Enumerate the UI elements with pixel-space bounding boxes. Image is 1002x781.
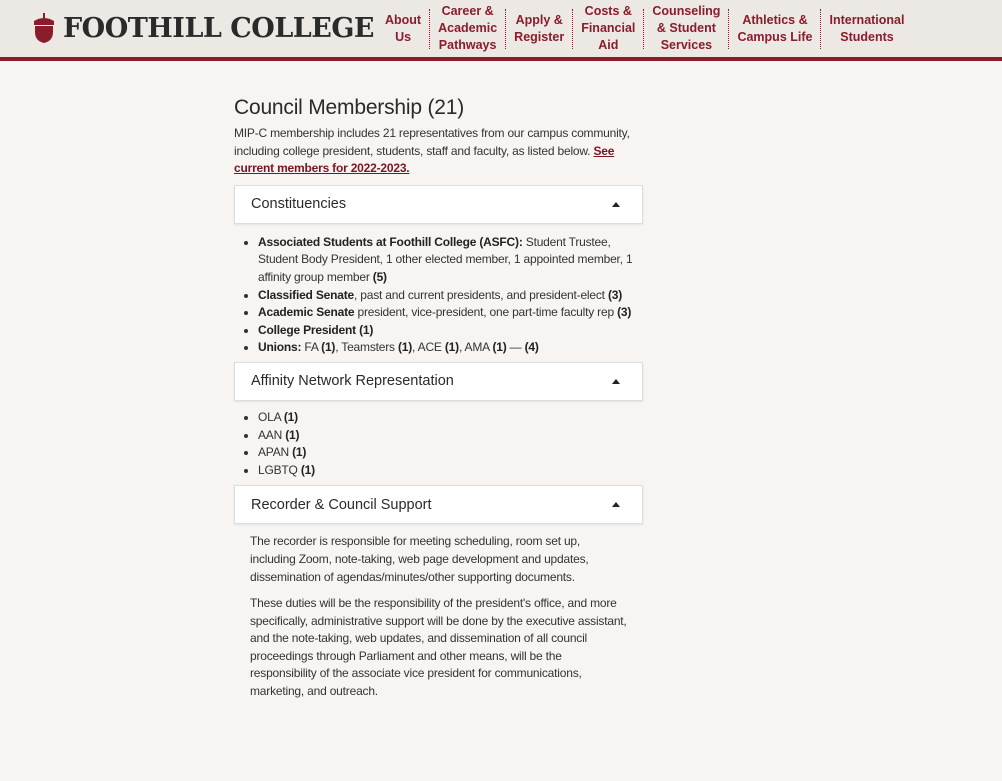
accordion-header-constituencies[interactable] xyxy=(234,185,643,224)
nav-about-us[interactable]: About Us xyxy=(385,12,422,44)
item-text: APAN xyxy=(258,445,293,460)
accordion-title: Affinity Network Representation xyxy=(251,373,454,390)
list-item xyxy=(258,287,643,305)
caret-up-icon xyxy=(612,379,620,384)
item-label: Unions: xyxy=(258,340,302,355)
paragraph: These duties will be the responsibility of the president's office, and more specifically, administrative support will be done by the executive assistant, and the note-taking, web updates, and dissemination of all council proceedings through Parliament and other means, will be the responsibility of the associate vice president for communications, marketing, and outreach. xyxy=(250,596,627,699)
item-label: Academic Senate xyxy=(258,305,355,320)
item-count: (4) xyxy=(524,340,539,355)
item-count: (1) xyxy=(300,462,315,477)
item-text: , ACE xyxy=(412,340,445,355)
item-label: Associated Students at Foothill College (ASFC): xyxy=(258,234,523,249)
item-count: (1) xyxy=(285,427,300,442)
list-item xyxy=(258,304,643,322)
nav-athletics-campus-life[interactable]: Athletics & Campus Life xyxy=(728,9,820,49)
item-count: (5) xyxy=(372,269,387,284)
recorder-support-body xyxy=(234,524,643,700)
item-text: — xyxy=(506,340,525,355)
list-item xyxy=(258,322,643,340)
list-item xyxy=(258,339,643,357)
item-text: , Teamsters xyxy=(335,340,398,355)
item-text: Student Trustee, Student Body President, 1 other elected member, 1 appointed member, 1 affinity group member xyxy=(258,234,633,284)
accordion-constituencies xyxy=(234,185,643,357)
accordion-header-affinity-network[interactable] xyxy=(234,362,643,401)
nav-career-academic-pathways[interactable]: Career & Academic Pathways xyxy=(429,9,505,49)
paragraph: The recorder is responsible for meeting scheduling, room set up, including Zoom, note-taking, web page development and updates, dissemination of agendas/minutes/other supporting documents. xyxy=(250,534,589,584)
acorn-icon xyxy=(33,12,55,44)
item-count: (3) xyxy=(607,287,623,302)
main-content xyxy=(234,96,643,701)
intro-text: MIP-C membership includes 21 representatives from our campus community, including college president, students, staff and faculty, as listed below. xyxy=(234,126,630,158)
list-item xyxy=(258,462,643,480)
item-text: , AMA xyxy=(458,340,493,355)
accordion-affinity-network xyxy=(234,362,643,479)
item-text: FA xyxy=(301,340,322,355)
affinity-network-list xyxy=(234,409,643,479)
accordion-title: Constituencies xyxy=(251,196,347,213)
list-item xyxy=(258,444,643,462)
item-label: Classified Senate xyxy=(258,287,354,302)
item-count: (1) xyxy=(397,340,413,355)
item-text: president, vice-president, one part-time faculty rep xyxy=(354,305,618,320)
nav-apply-register[interactable]: Apply & Register xyxy=(505,9,572,49)
college-logo[interactable] xyxy=(33,11,374,45)
nav-international-students[interactable]: International Students xyxy=(820,9,912,49)
nav-costs-financial-aid[interactable]: Costs & Financial Aid xyxy=(572,9,643,49)
item-count: (1) xyxy=(444,340,459,355)
item-label: College President xyxy=(258,322,356,337)
intro-paragraph xyxy=(234,125,643,178)
page-title: Council Membership (21) xyxy=(234,96,464,119)
item-text: AAN xyxy=(258,427,286,442)
current-members-link[interactable]: See current members for 2022-2023. xyxy=(234,143,615,176)
item-count: (1) xyxy=(283,409,298,424)
nav-counseling-student-services[interactable]: Counseling & Student Services xyxy=(643,9,728,49)
caret-up-icon xyxy=(612,502,620,507)
accordion-header-recorder-support[interactable] xyxy=(234,485,643,524)
accordion-title: Recorder & Council Support xyxy=(251,496,432,513)
main-nav xyxy=(377,0,912,57)
site-header xyxy=(0,0,1002,61)
list-item xyxy=(258,427,643,445)
item-count: (1) xyxy=(321,340,336,355)
item-count: (1) xyxy=(292,445,307,460)
accordion-recorder-support xyxy=(234,485,643,700)
item-text: LGBTQ xyxy=(258,462,301,477)
item-text: , past and current presidents, and president-elect xyxy=(353,287,608,302)
logo-text: FOOTHILL COLLEGE xyxy=(63,12,375,44)
list-item xyxy=(258,409,643,427)
item-count: (3) xyxy=(617,305,632,320)
constituencies-list xyxy=(234,234,643,357)
list-item xyxy=(258,234,643,287)
item-text: OLA xyxy=(258,409,284,424)
caret-up-icon xyxy=(612,202,620,207)
item-count: (1) xyxy=(359,322,374,337)
item-count: (1) xyxy=(492,340,507,355)
